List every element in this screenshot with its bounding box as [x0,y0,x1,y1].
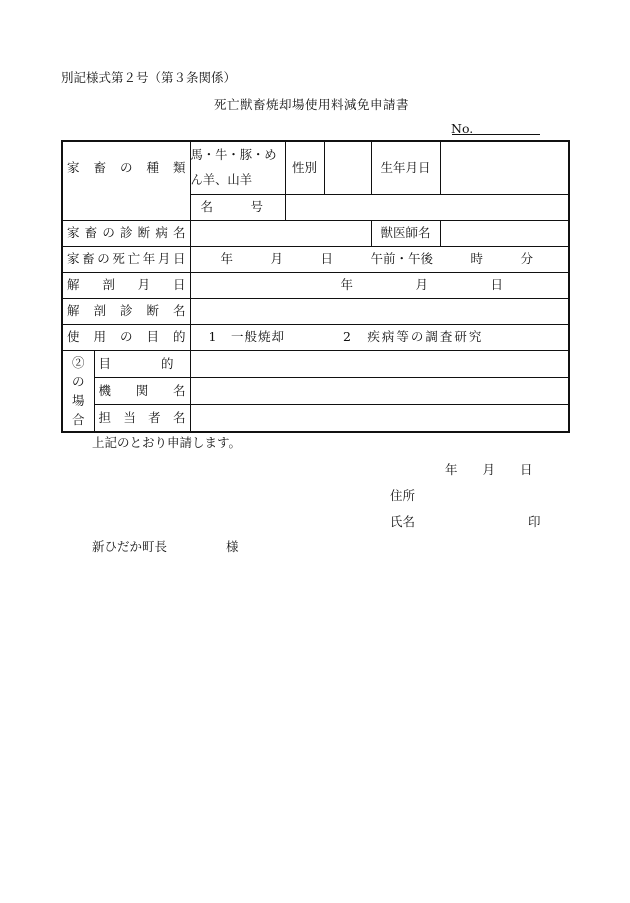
death-date-row [62,247,569,273]
diagnosis-row [62,221,569,247]
birth-date-value[interactable] [440,141,569,195]
honorific: 様 [226,539,239,554]
species-options: 馬・牛・豚・めん羊、山羊 [190,141,285,195]
form-number: 別記様式第２号（第３条関係） [61,70,237,85]
application-date[interactable]: 年 月 日 [445,462,533,477]
death-date-label: 家畜の死亡年月日 [62,247,190,273]
name-label: 名 号 [190,195,285,221]
autopsy-diagnosis-value[interactable] [190,299,569,325]
application-table [61,140,570,433]
case2-purpose-label: 目 的 [94,351,190,378]
page-title: 死亡獣畜焼却場使用料減免申請書 [214,97,410,112]
autopsy-date-label: 解 剖 月 日 [62,273,190,299]
death-date-value[interactable]: 年 月 日 午前・午後 時 分 [190,247,569,273]
addressee: 新ひだか町長 [92,539,168,554]
autopsy-date-value[interactable]: 年 月 日 [190,273,569,299]
applicant-name-label: 氏名 [390,514,416,529]
autopsy-diagnosis-row [62,299,569,325]
diagnosis-label: 家畜の診断病名 [62,221,190,247]
purpose-options [190,325,569,351]
autopsy-date-row [62,273,569,299]
case2-purpose-row [62,351,569,378]
species-row [62,141,569,195]
case2-org-label: 機 関 名 [94,377,190,404]
no-input-line[interactable] [452,119,540,135]
purpose-option-general[interactable]: 1 一般焼却 [208,329,285,345]
species-label: 家 畜 の 種 類 [62,141,190,221]
case2-person-value[interactable] [190,404,569,432]
vet-value[interactable] [440,221,569,247]
purpose-row [62,325,569,351]
declaration-text: 上記のとおり申請します。 [92,435,242,450]
case2-org-value[interactable] [190,377,569,404]
sex-label: 性別 [285,141,324,195]
purpose-label: 使 用 の 目 的 [62,325,190,351]
purpose-option-research[interactable]: 2 疾病等の調査研究 [342,329,484,345]
case2-person-label: 担 当 者 名 [94,404,190,432]
birth-date-label: 生年月日 [371,141,440,195]
no-label: No. [451,121,474,136]
autopsy-diagnosis-label: 解 剖 診 断 名 [62,299,190,325]
case2-purpose-value[interactable] [190,351,569,378]
name-value[interactable] [285,195,569,221]
diagnosis-value[interactable] [190,221,371,247]
vet-label: 獣医師名 [371,221,440,247]
case2-person-row [62,404,569,432]
sex-value[interactable] [324,141,371,195]
case2-label: ②の場合 [62,351,94,433]
seal-mark: 印 [528,514,541,529]
applicant-address-label: 住所 [390,488,416,503]
case2-org-row [62,377,569,404]
